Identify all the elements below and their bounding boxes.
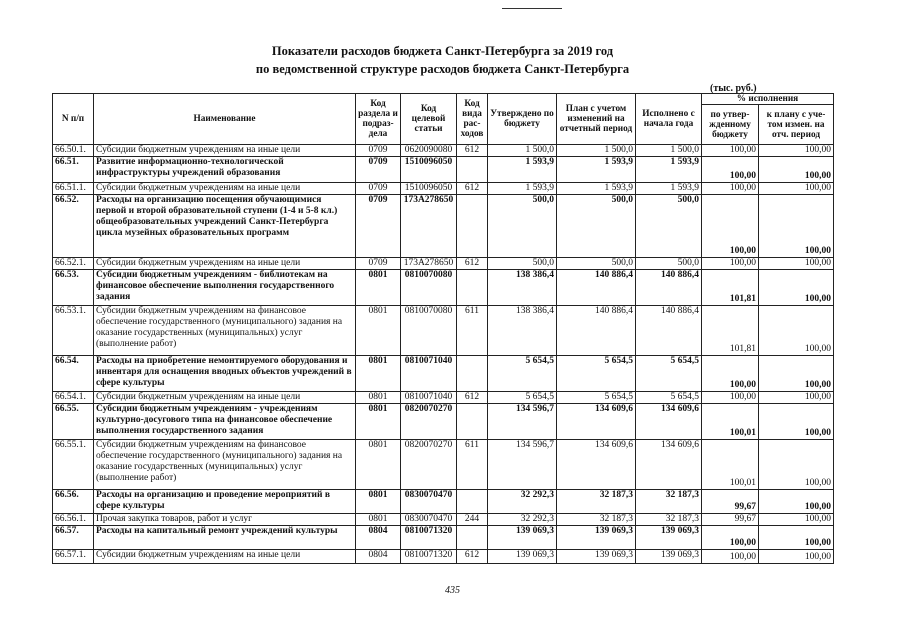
cell-pct-plan: 100,00 — [759, 270, 834, 306]
cell-target: 173А278650 — [401, 195, 457, 258]
header-pct-group: % исполнения — [702, 94, 834, 105]
cell-pct-plan: 100,00 — [759, 195, 834, 258]
cell-done: 5 654,5 — [636, 392, 702, 404]
cell-plan: 140 886,4 — [557, 306, 636, 356]
cell-plan: 1 500,0 — [557, 145, 636, 157]
cell-pct-plan: 100,00 — [759, 183, 834, 195]
cell-pct-budget: 99,67 — [702, 514, 759, 526]
table-row — [53, 526, 834, 550]
cell-approved: 500,0 — [488, 258, 557, 270]
cell-section: 0709 — [356, 157, 401, 183]
cell-section: 0801 — [356, 404, 401, 440]
cell-kind — [457, 490, 488, 514]
cell-done: 32 187,3 — [636, 514, 702, 526]
cell-plan: 140 886,4 — [557, 270, 636, 306]
cell-target: 0830070470 — [401, 490, 457, 514]
cell-target: 0820070270 — [401, 440, 457, 490]
cell-done: 5 654,5 — [636, 356, 702, 392]
cell-pct-budget: 100,01 — [702, 404, 759, 440]
cell-pct-plan: 100,00 — [759, 145, 834, 157]
cell-done: 134 609,6 — [636, 440, 702, 490]
cell-done: 1 593,9 — [636, 183, 702, 195]
units-label: (тыс. руб.) — [710, 83, 757, 94]
cell-section: 0801 — [356, 392, 401, 404]
table-row — [53, 404, 834, 440]
cell-name: Субсидии бюджетным учреждениям на иные цели — [94, 392, 356, 404]
header-num: N п/п — [53, 94, 94, 145]
cell-num: 66.52. — [53, 195, 94, 258]
table-row — [53, 183, 834, 195]
cell-plan: 134 609,6 — [557, 440, 636, 490]
cell-section: 0801 — [356, 356, 401, 392]
cell-plan: 5 654,5 — [557, 392, 636, 404]
cell-section: 0709 — [356, 183, 401, 195]
cell-kind: 612 — [457, 392, 488, 404]
table-row — [53, 440, 834, 490]
cell-pct-budget: 101,81 — [702, 306, 759, 356]
table-row — [53, 514, 834, 526]
cell-num: 66.53. — [53, 270, 94, 306]
cell-num: 66.53.1. — [53, 306, 94, 356]
cell-plan: 500,0 — [557, 195, 636, 258]
cell-plan: 1 593,9 — [557, 183, 636, 195]
cell-section: 0801 — [356, 514, 401, 526]
header-section: Код раздела и подраз-дела — [356, 94, 401, 145]
cell-target: 0810070080 — [401, 270, 457, 306]
header-name: Наименование — [94, 94, 356, 145]
cell-pct-budget: 100,00 — [702, 157, 759, 183]
header-done: Исполнено с начала года — [636, 94, 702, 145]
cell-num: 66.54.1. — [53, 392, 94, 404]
cell-name: Прочая закупка товаров, работ и услуг — [94, 514, 356, 526]
cell-name: Расходы на организацию посещения обучающимися первой и второй образовательной ступени (1-4 и 5-8 кл.) общеобразовательных учреждений Санкт-Петербурга цикла музейных образовательных программ — [94, 195, 356, 258]
doc-title-line2: по ведомственной структуре расходов бюджета Санкт-Петербурга — [255, 62, 630, 76]
cell-name: Субсидии бюджетным учреждениям на иные цели — [94, 145, 356, 157]
cell-name: Расходы на капитальный ремонт учреждений культуры — [94, 526, 356, 550]
cell-approved: 134 596,7 — [488, 404, 557, 440]
cell-kind: 612 — [457, 258, 488, 270]
cell-approved: 32 292,3 — [488, 490, 557, 514]
cell-name: Субсидии бюджетным учреждениям на финансовое обеспечение государственного (муниципального) задания на оказание государственных (муниципальных) услуг (выполнение работ) — [94, 306, 356, 356]
page-number: 435 — [445, 585, 460, 596]
cell-name: Субсидии бюджетным учреждениям - учреждениям культурно-досугового типа на финансовое обеспечение выполнения государственного задания — [94, 404, 356, 440]
cell-done: 1 593,9 — [636, 157, 702, 183]
table-row — [53, 270, 834, 306]
cell-kind: 611 — [457, 440, 488, 490]
cell-num: 66.57. — [53, 526, 94, 550]
header-target: Код целевой статьи — [401, 94, 457, 145]
cell-kind: 611 — [457, 306, 488, 356]
cell-pct-plan: 100,00 — [759, 392, 834, 404]
header-pct-budget: по утвер-жденному бюджету — [702, 105, 759, 145]
cell-approved: 1 593,9 — [488, 157, 557, 183]
cell-pct-budget: 100,00 — [702, 183, 759, 195]
cell-section: 0801 — [356, 306, 401, 356]
cell-kind: 612 — [457, 145, 488, 157]
cell-approved: 1 500,0 — [488, 145, 557, 157]
cell-done: 140 886,4 — [636, 270, 702, 306]
cell-pct-plan: 100,00 — [759, 157, 834, 183]
cell-section: 0709 — [356, 258, 401, 270]
cell-pct-plan: 100,00 — [759, 490, 834, 514]
cell-name: Субсидии бюджетным учреждениям на иные цели — [94, 550, 356, 564]
cell-num: 66.51.1. — [53, 183, 94, 195]
header-kind: Код вида рас-ходов — [457, 94, 488, 145]
cell-target: 0810070080 — [401, 306, 457, 356]
cell-name: Расходы на приобретение немонтируемого оборудования и инвентаря для оснащения вводных объектов учреждений в сфере культуры — [94, 356, 356, 392]
cell-approved: 138 386,4 — [488, 306, 557, 356]
table-row — [53, 258, 834, 270]
cell-target: 0620090080 — [401, 145, 457, 157]
cell-section: 0801 — [356, 270, 401, 306]
table-row — [53, 550, 834, 564]
cell-kind — [457, 270, 488, 306]
cell-plan: 32 187,3 — [557, 514, 636, 526]
cell-section: 0709 — [356, 145, 401, 157]
cell-pct-budget: 99,67 — [702, 490, 759, 514]
cell-pct-plan: 100,00 — [759, 550, 834, 564]
header-approved: Утверждено по бюджету — [488, 94, 557, 145]
cell-name: Расходы на организацию и проведение мероприятий в сфере культуры — [94, 490, 356, 514]
cell-approved: 138 386,4 — [488, 270, 557, 306]
header-plan: План с учетом изменений на отчетный период — [557, 94, 636, 145]
cell-kind: 244 — [457, 514, 488, 526]
cell-pct-budget: 100,00 — [702, 145, 759, 157]
cell-approved: 500,0 — [488, 195, 557, 258]
cell-pct-budget: 101,81 — [702, 270, 759, 306]
cell-target: 1510096050 — [401, 157, 457, 183]
cell-plan: 1 593,9 — [557, 157, 636, 183]
cell-kind — [457, 526, 488, 550]
cell-pct-plan: 100,00 — [759, 514, 834, 526]
cell-plan: 139 069,3 — [557, 526, 636, 550]
cell-section: 0709 — [356, 195, 401, 258]
cell-plan: 5 654,5 — [557, 356, 636, 392]
cell-pct-budget: 100,00 — [702, 392, 759, 404]
cell-name: Субсидии бюджетным учреждениям на иные цели — [94, 258, 356, 270]
cell-num: 66.56. — [53, 490, 94, 514]
expenses-table — [52, 93, 834, 564]
cell-approved: 32 292,3 — [488, 514, 557, 526]
cell-done: 500,0 — [636, 195, 702, 258]
cell-pct-budget: 100,00 — [702, 195, 759, 258]
cell-pct-budget: 100,00 — [702, 258, 759, 270]
cell-kind — [457, 356, 488, 392]
cell-target: 173А278650 — [401, 258, 457, 270]
cell-target: 0820070270 — [401, 404, 457, 440]
cell-num: 66.55.1. — [53, 440, 94, 490]
cell-name: Субсидии бюджетным учреждениям - библиотекам на финансовое обеспечение выполнения государственного задания — [94, 270, 356, 306]
cell-approved: 139 069,3 — [488, 526, 557, 550]
table-row — [53, 145, 834, 157]
cell-target: 0830070470 — [401, 514, 457, 526]
cell-num: 66.57.1. — [53, 550, 94, 564]
cell-target: 1510096050 — [401, 183, 457, 195]
cell-pct-plan: 100,00 — [759, 306, 834, 356]
cell-done: 1 500,0 — [636, 145, 702, 157]
cell-kind — [457, 195, 488, 258]
cell-done: 500,0 — [636, 258, 702, 270]
cell-kind — [457, 404, 488, 440]
table-row — [53, 356, 834, 392]
cell-done: 140 886,4 — [636, 306, 702, 356]
cell-approved: 5 654,5 — [488, 356, 557, 392]
cell-plan: 32 187,3 — [557, 490, 636, 514]
cell-done: 139 069,3 — [636, 526, 702, 550]
cell-num: 66.54. — [53, 356, 94, 392]
cell-section: 0804 — [356, 526, 401, 550]
cell-name: Развитие информационно-технологической инфраструктуры учреждений образования — [94, 157, 356, 183]
cell-approved: 134 596,7 — [488, 440, 557, 490]
cell-pct-plan: 100,00 — [759, 356, 834, 392]
table-row — [53, 157, 834, 183]
cell-kind — [457, 157, 488, 183]
cell-approved: 139 069,3 — [488, 550, 557, 564]
doc-title-line1: Показатели расходов бюджета Санкт-Петербурга за 2019 год — [271, 44, 614, 58]
cell-plan: 500,0 — [557, 258, 636, 270]
cell-section: 0801 — [356, 440, 401, 490]
cell-pct-budget: 100,00 — [702, 550, 759, 564]
cell-kind: 612 — [457, 550, 488, 564]
cell-target: 0810071040 — [401, 356, 457, 392]
header-rule — [502, 8, 562, 9]
cell-name: Субсидии бюджетным учреждениям на финансовое обеспечение государственного (муниципального) задания на оказание государственных (муниципальных) услуг (выполнение работ) — [94, 440, 356, 490]
cell-pct-budget: 100,01 — [702, 440, 759, 490]
cell-target: 0810071320 — [401, 550, 457, 564]
cell-approved: 1 593,9 — [488, 183, 557, 195]
cell-num: 66.51. — [53, 157, 94, 183]
table-row — [53, 392, 834, 404]
cell-target: 0810071040 — [401, 392, 457, 404]
cell-pct-plan: 100,00 — [759, 258, 834, 270]
cell-num: 66.55. — [53, 404, 94, 440]
cell-done: 139 069,3 — [636, 550, 702, 564]
cell-kind: 612 — [457, 183, 488, 195]
cell-num: 66.56.1. — [53, 514, 94, 526]
cell-section: 0801 — [356, 490, 401, 514]
cell-done: 134 609,6 — [636, 404, 702, 440]
cell-done: 32 187,3 — [636, 490, 702, 514]
cell-pct-budget: 100,00 — [702, 526, 759, 550]
table-row — [53, 195, 834, 258]
cell-num: 66.52.1. — [53, 258, 94, 270]
cell-pct-plan: 100,00 — [759, 526, 834, 550]
header-pct-plan: к плану с уче-том измен. на отч. период — [759, 105, 834, 145]
cell-plan: 134 609,6 — [557, 404, 636, 440]
table-row — [53, 490, 834, 514]
cell-approved: 5 654,5 — [488, 392, 557, 404]
cell-plan: 139 069,3 — [557, 550, 636, 564]
cell-num: 66.50.1. — [53, 145, 94, 157]
cell-name: Субсидии бюджетным учреждениям на иные цели — [94, 183, 356, 195]
cell-pct-plan: 100,00 — [759, 440, 834, 490]
cell-target: 0810071320 — [401, 526, 457, 550]
cell-pct-plan: 100,00 — [759, 404, 834, 440]
cell-section: 0804 — [356, 550, 401, 564]
cell-pct-budget: 100,00 — [702, 356, 759, 392]
table-row — [53, 306, 834, 356]
